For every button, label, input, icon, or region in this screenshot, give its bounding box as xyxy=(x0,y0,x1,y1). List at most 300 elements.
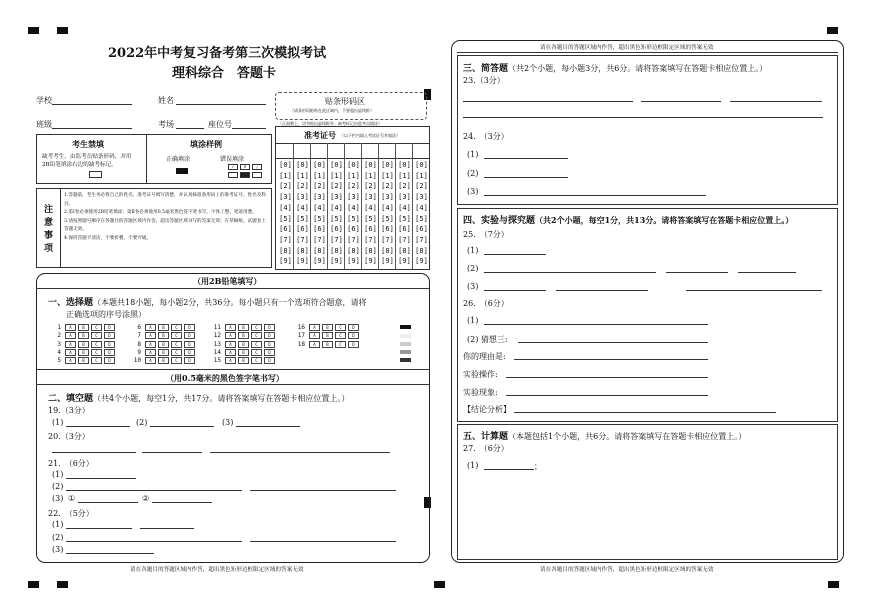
admission-digit-bubble[interactable]: [9] xyxy=(279,257,292,266)
guess-label: (2) 猜想三: xyxy=(467,335,508,344)
admission-digit-bubble[interactable]: [2] xyxy=(330,182,343,191)
admission-digit-bubble[interactable]: [3] xyxy=(364,193,377,202)
admission-digit-bubble[interactable]: [7] xyxy=(296,235,309,244)
mcq-option-bubble[interactable] xyxy=(184,324,195,331)
mcq-option-bubble[interactable] xyxy=(348,341,359,348)
mcq-option-bubble[interactable] xyxy=(145,324,156,331)
q23-line-4[interactable] xyxy=(463,117,823,118)
q20-blank-3[interactable] xyxy=(210,452,390,453)
mcq-question-number: 8 xyxy=(137,340,141,348)
admission-digit-column[interactable] xyxy=(328,160,345,267)
mcq-option-bubble[interactable] xyxy=(225,349,236,356)
q22-blank-4[interactable] xyxy=(250,541,396,542)
admission-digit-bubble[interactable]: [3] xyxy=(296,193,309,202)
mcq-option-letter: C xyxy=(255,325,258,330)
mcq-option-bubble[interactable] xyxy=(264,357,275,364)
admission-digit-bubble[interactable]: [6] xyxy=(313,225,326,234)
sec3-title xyxy=(463,61,767,74)
admission-digit-bubble[interactable]: [6] xyxy=(347,225,360,234)
admission-digit-bubble[interactable]: [8] xyxy=(347,246,360,255)
blank-num: (3) xyxy=(52,545,64,554)
mcq-option-letter: A xyxy=(229,341,232,347)
admission-digit-bubble[interactable]: [7] xyxy=(364,235,377,244)
admission-digit-bubble[interactable]: [8] xyxy=(330,246,343,255)
q24-blank-3[interactable] xyxy=(484,195,706,196)
admission-digit-bubble[interactable]: [1] xyxy=(279,171,292,180)
mcq-option-bubble[interactable] xyxy=(225,332,236,339)
mcq-question-row xyxy=(52,324,117,331)
admission-digit-bubble[interactable]: [8] xyxy=(296,246,309,255)
blank-num: (1) xyxy=(467,316,479,325)
school-input[interactable] xyxy=(52,104,132,105)
mcq-option-letter: B xyxy=(326,333,329,339)
admission-digit-column[interactable] xyxy=(413,160,430,267)
exam-subtitle: 理科综合 答题卡 xyxy=(172,66,277,81)
admission-digit-bubble[interactable]: [7] xyxy=(381,235,394,244)
mcq-option-bubble[interactable] xyxy=(78,341,89,348)
q22-blank-1[interactable] xyxy=(66,528,132,529)
admission-digit-bubble[interactable]: [4] xyxy=(279,203,292,212)
mcq-question-number: 4 xyxy=(57,348,61,356)
admission-digit-bubble[interactable]: [0] xyxy=(381,161,394,169)
mcq-option-bubble[interactable] xyxy=(145,332,156,339)
admission-digit-bubble[interactable]: [1] xyxy=(398,171,411,180)
admission-digit-bubble[interactable]: [4] xyxy=(296,203,309,212)
mcq-option-letter: D xyxy=(268,341,271,347)
mcq-option-bubble[interactable] xyxy=(91,349,102,356)
mcq-option-bubble[interactable] xyxy=(145,341,156,348)
admission-digit-bubble[interactable]: [4] xyxy=(415,203,428,212)
mcq-question-number: 11 xyxy=(213,324,221,331)
sec5-desc: （本题包括1个小题，共6分。请将答案填写在答题卡相应位置上。） xyxy=(508,432,747,441)
section-box xyxy=(457,424,838,560)
mcq-option-bubble[interactable] xyxy=(104,341,115,348)
q19-blank-2[interactable] xyxy=(150,426,214,427)
q21-blank-2[interactable] xyxy=(66,490,242,491)
admission-digit-bubble[interactable]: [4] xyxy=(364,203,377,212)
mcq-question-number: 10 xyxy=(133,357,141,365)
blank-num: (1) xyxy=(52,470,64,479)
admission-digit-column[interactable] xyxy=(362,160,379,267)
name-label: 姓名 xyxy=(158,96,174,105)
mcq-option-bubble[interactable] xyxy=(91,324,102,331)
blank-num: (2) xyxy=(136,418,148,427)
mcq-option-letter: D xyxy=(108,325,111,330)
registration-mark xyxy=(57,27,68,34)
admission-digit-bubble[interactable]: [7] xyxy=(415,235,428,244)
seat-input[interactable] xyxy=(232,128,266,129)
mcq-option-bubble[interactable] xyxy=(91,357,102,364)
q25-blank-6[interactable] xyxy=(556,290,648,291)
admission-digit-bubble[interactable]: [1] xyxy=(347,171,360,180)
sec4-title-text: 四、实验与探究题 xyxy=(463,216,536,226)
mcq-option-letter: A xyxy=(69,325,72,330)
admission-digit-bubble[interactable]: [6] xyxy=(279,225,292,234)
mcq-option-bubble[interactable] xyxy=(104,357,115,364)
admission-digit-bubble[interactable]: [2] xyxy=(313,182,326,191)
admission-digit-bubble[interactable]: [0] xyxy=(347,161,360,169)
mcq-option-letter: B xyxy=(82,349,85,355)
mcq-question-number: 6 xyxy=(137,324,141,331)
class-input[interactable] xyxy=(52,128,132,129)
admission-digit-bubble[interactable]: [4] xyxy=(347,203,360,212)
mcq-option-bubble[interactable] xyxy=(184,349,195,356)
mcq-question-row xyxy=(132,341,197,348)
mcq-option-bubble[interactable] xyxy=(251,357,262,364)
q23-line-3[interactable] xyxy=(730,101,822,102)
admission-digit-bubble[interactable]: [0] xyxy=(415,161,428,169)
mcq-option-bubble[interactable] xyxy=(145,349,156,356)
q25-blank-2[interactable] xyxy=(484,272,656,273)
admission-digit-bubble[interactable]: [7] xyxy=(279,235,292,244)
q24-blank-1[interactable] xyxy=(484,158,568,159)
admission-digit-bubble[interactable]: [5] xyxy=(330,214,343,223)
q26-guess-line[interactable] xyxy=(518,342,708,343)
room-input[interactable] xyxy=(176,128,204,129)
admission-digit-bubble[interactable]: [3] xyxy=(313,193,326,202)
section-box xyxy=(457,208,838,422)
mcq-option-bubble[interactable] xyxy=(251,349,262,356)
ink-sample xyxy=(400,350,411,354)
q26-label: 26. （6分） xyxy=(463,299,509,308)
mcq-option-bubble[interactable] xyxy=(171,349,182,356)
notice-label: 注意事项 xyxy=(44,205,54,254)
admission-digit-column[interactable] xyxy=(379,160,396,267)
mcq-option-letter: D xyxy=(108,349,111,355)
mcq-option-bubble[interactable] xyxy=(78,357,89,364)
admission-digit-bubble[interactable]: [8] xyxy=(364,246,377,255)
mcq-question-row xyxy=(296,324,361,331)
q24-blank-2[interactable] xyxy=(484,177,568,178)
admission-digit-bubble[interactable]: [1] xyxy=(313,171,326,180)
pen-header: （用0.5毫米的黑色签字笔书写） xyxy=(166,373,284,383)
mcq-option-letter: A xyxy=(229,358,232,364)
mcq-option-bubble[interactable] xyxy=(225,324,236,331)
mcq-option-bubble[interactable] xyxy=(184,332,195,339)
mcq-question-row xyxy=(212,349,277,356)
mcq-option-bubble[interactable] xyxy=(238,357,249,364)
q20-label: 20.（3分） xyxy=(48,432,90,441)
mcq-option-bubble[interactable] xyxy=(238,324,249,331)
admission-digit-column[interactable] xyxy=(396,160,413,267)
mcq-option-bubble[interactable] xyxy=(264,341,275,348)
mcq-option-letter: A xyxy=(229,325,232,330)
pencil-header: （用2B铅笔填写） xyxy=(193,276,262,286)
mcq-option-bubble[interactable] xyxy=(335,341,346,348)
q26-conclusion-line[interactable] xyxy=(514,412,776,413)
mcq-option-bubble[interactable] xyxy=(158,357,169,364)
seat-label: 座位号 xyxy=(208,120,232,129)
q22-blank-3[interactable] xyxy=(66,541,242,542)
admission-digit-bubble[interactable]: [3] xyxy=(279,193,292,202)
mcq-question-number: 7 xyxy=(137,332,141,340)
mcq-option-bubble[interactable] xyxy=(171,324,182,331)
admission-digit-column[interactable] xyxy=(277,160,294,267)
admission-digit-bubble[interactable]: [6] xyxy=(398,225,411,234)
admission-digit-bubble[interactable]: [5] xyxy=(381,214,394,223)
admission-digit-bubble[interactable]: [3] xyxy=(330,193,343,202)
mcq-option-bubble[interactable] xyxy=(238,349,249,356)
blank-num: (3) xyxy=(222,418,234,427)
mcq-option-bubble[interactable] xyxy=(348,332,359,339)
mcq-option-bubble[interactable] xyxy=(91,332,102,339)
q22-blank-2[interactable] xyxy=(140,528,194,529)
grid-line xyxy=(457,52,838,53)
mcq-option-letter: C xyxy=(255,333,258,339)
q22-blank-5[interactable] xyxy=(66,553,154,554)
mcq-question-number: 17 xyxy=(297,332,305,340)
q25-blank-7[interactable] xyxy=(686,290,822,291)
admission-digit-bubble[interactable]: [5] xyxy=(415,214,428,223)
mcq-option-bubble[interactable] xyxy=(78,349,89,356)
admission-digit-bubble[interactable]: [5] xyxy=(364,214,377,223)
mcq-option-bubble[interactable] xyxy=(158,349,169,356)
q25-blank-5[interactable] xyxy=(484,290,546,291)
mcq-option-bubble[interactable] xyxy=(348,324,359,331)
mcq-option-letter: C xyxy=(175,349,178,355)
admission-digit-bubble[interactable]: [8] xyxy=(313,246,326,255)
q21-blank-5[interactable] xyxy=(152,502,212,503)
blank-num: (3) xyxy=(467,282,479,291)
mcq-option-letter: D xyxy=(268,358,271,364)
admission-digit-bubble[interactable]: [8] xyxy=(398,246,411,255)
mcq-option-bubble[interactable] xyxy=(158,341,169,348)
admission-digit-bubble[interactable]: [2] xyxy=(415,182,428,191)
mcq-option-bubble[interactable] xyxy=(264,324,275,331)
admission-digit-bubble[interactable]: [0] xyxy=(313,161,326,169)
mcq-option-bubble[interactable] xyxy=(65,349,76,356)
sec5-title xyxy=(463,429,746,442)
mcq-question-row xyxy=(212,357,277,364)
admission-digit-bubble[interactable]: [3] xyxy=(398,193,411,202)
mcq-option-letter: B xyxy=(162,349,165,355)
mcq-option-bubble[interactable] xyxy=(65,357,76,364)
admission-digit-bubble[interactable]: [0] xyxy=(296,161,309,169)
admission-digit-bubble[interactable]: [2] xyxy=(347,182,360,191)
admission-digit-bubble[interactable]: [9] xyxy=(415,257,428,266)
mcq-option-bubble[interactable] xyxy=(309,341,320,348)
admission-digit-bubble[interactable]: [0] xyxy=(398,161,411,169)
mcq-option-letter: A xyxy=(149,349,152,355)
q22-label: 22. （5分） xyxy=(48,509,94,518)
mcq-option-letter: C xyxy=(175,358,178,364)
mcq-option-bubble[interactable] xyxy=(251,341,262,348)
admission-digit-bubble[interactable]: [1] xyxy=(364,171,377,180)
sec4-title xyxy=(463,213,793,226)
admission-digit-bubble[interactable]: [7] xyxy=(347,235,360,244)
mcq-option-letter: A xyxy=(313,341,316,347)
mcq-option-bubble[interactable] xyxy=(145,357,156,364)
admission-digit-bubble[interactable]: [6] xyxy=(296,225,309,234)
q21-blank-1[interactable] xyxy=(66,478,136,479)
admission-digit-column[interactable] xyxy=(345,160,362,267)
admission-digit-bubble[interactable]: [5] xyxy=(347,214,360,223)
q23-line-2[interactable] xyxy=(641,101,721,102)
admission-digit-bubble[interactable]: [9] xyxy=(347,257,360,266)
blank-num: (1) xyxy=(52,520,64,529)
q20-blank-1[interactable] xyxy=(52,452,136,453)
q21-blank-4[interactable] xyxy=(78,502,138,503)
mcq-option-bubble[interactable] xyxy=(264,332,275,339)
q25-blank-3[interactable] xyxy=(666,272,728,273)
mcq-option-letter: C xyxy=(339,341,342,347)
mcq-option-bubble[interactable] xyxy=(78,324,89,331)
admission-digit-bubble[interactable]: [1] xyxy=(330,171,343,180)
q25-blank-4[interactable] xyxy=(738,272,796,273)
mcq-option-bubble[interactable] xyxy=(184,341,195,348)
admission-digit-bubble[interactable]: [6] xyxy=(330,225,343,234)
admission-digit-bubble[interactable]: [7] xyxy=(313,235,326,244)
admission-digit-column[interactable] xyxy=(311,160,328,267)
q27-blank-1[interactable] xyxy=(484,469,534,470)
admission-digit-bubble[interactable]: [0] xyxy=(330,161,343,169)
mcq-option-bubble[interactable] xyxy=(184,357,195,364)
admission-digit-bubble[interactable]: [9] xyxy=(330,257,343,266)
q20-blank-2[interactable] xyxy=(142,452,202,453)
admission-digit-bubble[interactable]: [6] xyxy=(415,225,428,234)
name-input[interactable] xyxy=(176,104,266,105)
admission-digit-bubble[interactable]: [1] xyxy=(415,171,428,180)
absent-mark-box[interactable] xyxy=(89,171,102,178)
class-label: 班级 xyxy=(36,120,52,129)
mcq-option-bubble[interactable] xyxy=(238,341,249,348)
mcq-option-letter: D xyxy=(352,333,355,339)
mcq-option-letter: D xyxy=(188,341,191,347)
mcq-option-bubble[interactable] xyxy=(322,324,333,331)
admission-digit-bubble[interactable]: [9] xyxy=(364,257,377,266)
q26-phenomenon-line[interactable] xyxy=(506,395,708,396)
admission-digit-bubble[interactable]: [8] xyxy=(381,246,394,255)
sec5-title-text: 五、计算题 xyxy=(463,432,509,442)
grid-line xyxy=(293,143,294,270)
mcq-option-bubble[interactable] xyxy=(251,332,262,339)
blank-num: (2) xyxy=(467,169,479,178)
notice-item: 1.答题前，考生务必将自己的姓名、准考证号填写清楚，并认真核准条形码上的准考证号、姓名及科目。 xyxy=(64,193,266,207)
mcq-option-bubble[interactable] xyxy=(171,332,182,339)
admission-digit-bubble[interactable]: [5] xyxy=(296,214,309,223)
grid-line xyxy=(412,143,413,270)
mcq-option-bubble[interactable] xyxy=(158,324,169,331)
mcq-option-bubble[interactable] xyxy=(251,324,262,331)
q19-blank-1[interactable] xyxy=(66,426,130,427)
sec1-title-text: 一、选择题 xyxy=(48,298,94,308)
admission-digit-bubble[interactable]: [6] xyxy=(381,225,394,234)
admission-digit-bubble[interactable]: [8] xyxy=(415,246,428,255)
admission-digit-bubble[interactable]: [4] xyxy=(381,203,394,212)
mcq-option-bubble[interactable] xyxy=(91,341,102,348)
mcq-option-bubble[interactable] xyxy=(322,332,333,339)
admission-digit-bubble[interactable]: [0] xyxy=(279,161,292,169)
q25-blank-1[interactable] xyxy=(484,254,546,255)
forbid-title: 考生禁填 xyxy=(72,139,104,149)
mcq-question-row xyxy=(296,332,361,339)
mcq-option-letter: A xyxy=(229,349,232,355)
mcq-option-bubble[interactable] xyxy=(309,332,320,339)
mcq-option-bubble[interactable] xyxy=(65,341,76,348)
sec2-desc: （共4个小题，每空1分，共17分。请将答案填写在答题卡相应位置上。） xyxy=(93,394,350,403)
mcq-question-row xyxy=(132,332,197,339)
q26-operation-line[interactable] xyxy=(506,377,708,378)
admission-digit-bubble[interactable]: [0] xyxy=(364,161,377,169)
mcq-option-bubble[interactable] xyxy=(171,341,182,348)
q26-reason-line[interactable] xyxy=(514,359,708,360)
admission-digit-bubble[interactable]: [7] xyxy=(398,235,411,244)
admission-digit-bubble[interactable]: [1] xyxy=(381,171,394,180)
sec3-desc: （共2个小题，每小题3分，共6分。请将答案填写在答题卡相应位置上。） xyxy=(508,64,768,73)
mcq-option-bubble[interactable] xyxy=(104,349,115,356)
q23-line-1[interactable] xyxy=(463,101,633,102)
mcq-option-bubble[interactable] xyxy=(225,357,236,364)
mcq-question-number: 18 xyxy=(297,340,305,348)
admission-digit-bubble[interactable]: [9] xyxy=(296,257,309,266)
admission-digit-bubble[interactable]: [5] xyxy=(398,214,411,223)
mcq-option-bubble[interactable] xyxy=(158,332,169,339)
mcq-option-letter: A xyxy=(149,325,152,330)
mcq-option-bubble[interactable] xyxy=(171,357,182,364)
admission-digit-bubble[interactable]: [3] xyxy=(381,193,394,202)
registration-mark xyxy=(28,581,39,588)
mcq-option-bubble[interactable] xyxy=(309,324,320,331)
admission-digit-bubble[interactable]: [3] xyxy=(347,193,360,202)
mcq-option-letter: B xyxy=(82,333,85,339)
mcq-option-bubble[interactable] xyxy=(78,332,89,339)
mcq-option-letter: C xyxy=(255,341,258,347)
q21-blank-3[interactable] xyxy=(250,490,396,491)
mcq-option-bubble[interactable] xyxy=(104,332,115,339)
admission-digit-bubble[interactable]: [2] xyxy=(364,182,377,191)
admission-digit-bubble[interactable]: [3] xyxy=(415,193,428,202)
admission-digit-bubble[interactable]: [4] xyxy=(330,203,343,212)
admission-digit-bubble[interactable]: [5] xyxy=(313,214,326,223)
q26-blank-1[interactable] xyxy=(484,324,708,325)
admission-digit-bubble[interactable]: [2] xyxy=(296,182,309,191)
mcq-option-bubble[interactable] xyxy=(104,324,115,331)
admission-digit-bubble[interactable]: [7] xyxy=(330,235,343,244)
admission-digit-bubble[interactable]: [9] xyxy=(398,257,411,266)
admission-digit-bubble[interactable]: [8] xyxy=(279,246,292,255)
mcq-option-bubble[interactable] xyxy=(65,332,76,339)
admission-digit-bubble[interactable]: [9] xyxy=(381,257,394,266)
mcq-option-letter: D xyxy=(268,333,271,339)
admission-digit-bubble[interactable]: [4] xyxy=(398,203,411,212)
q19-blank-3[interactable] xyxy=(236,426,300,427)
mcq-option-bubble[interactable] xyxy=(225,341,236,348)
admission-digit-bubble[interactable]: [9] xyxy=(313,257,326,266)
mcq-option-bubble[interactable] xyxy=(335,324,346,331)
admission-digit-column[interactable] xyxy=(294,160,311,267)
mcq-option-bubble[interactable] xyxy=(238,332,249,339)
admission-digit-bubble[interactable]: [2] xyxy=(279,182,292,191)
mcq-option-bubble[interactable] xyxy=(322,341,333,348)
mcq-question-row xyxy=(296,341,361,348)
mcq-option-letter: D xyxy=(352,341,355,347)
mcq-option-letter: A xyxy=(69,333,72,339)
admission-digit-bubble[interactable]: [5] xyxy=(279,214,292,223)
mcq-option-letter: B xyxy=(326,341,329,347)
admission-digit-bubble[interactable]: [2] xyxy=(381,182,394,191)
exam-title: 2022年中考复习备考第三次模拟考试 xyxy=(108,46,327,61)
mcq-option-bubble[interactable] xyxy=(335,332,346,339)
mcq-option-bubble[interactable] xyxy=(65,324,76,331)
mcq-option-letter: D xyxy=(108,341,111,347)
admission-digit-bubble[interactable]: [2] xyxy=(398,182,411,191)
grid-line xyxy=(361,143,362,270)
admission-digit-bubble[interactable]: [6] xyxy=(364,225,377,234)
admission-digit-bubble[interactable]: [1] xyxy=(296,171,309,180)
mcq-option-bubble[interactable] xyxy=(264,349,275,356)
correct-fill-sample xyxy=(176,168,188,174)
admission-digit-bubble[interactable]: [4] xyxy=(313,203,326,212)
